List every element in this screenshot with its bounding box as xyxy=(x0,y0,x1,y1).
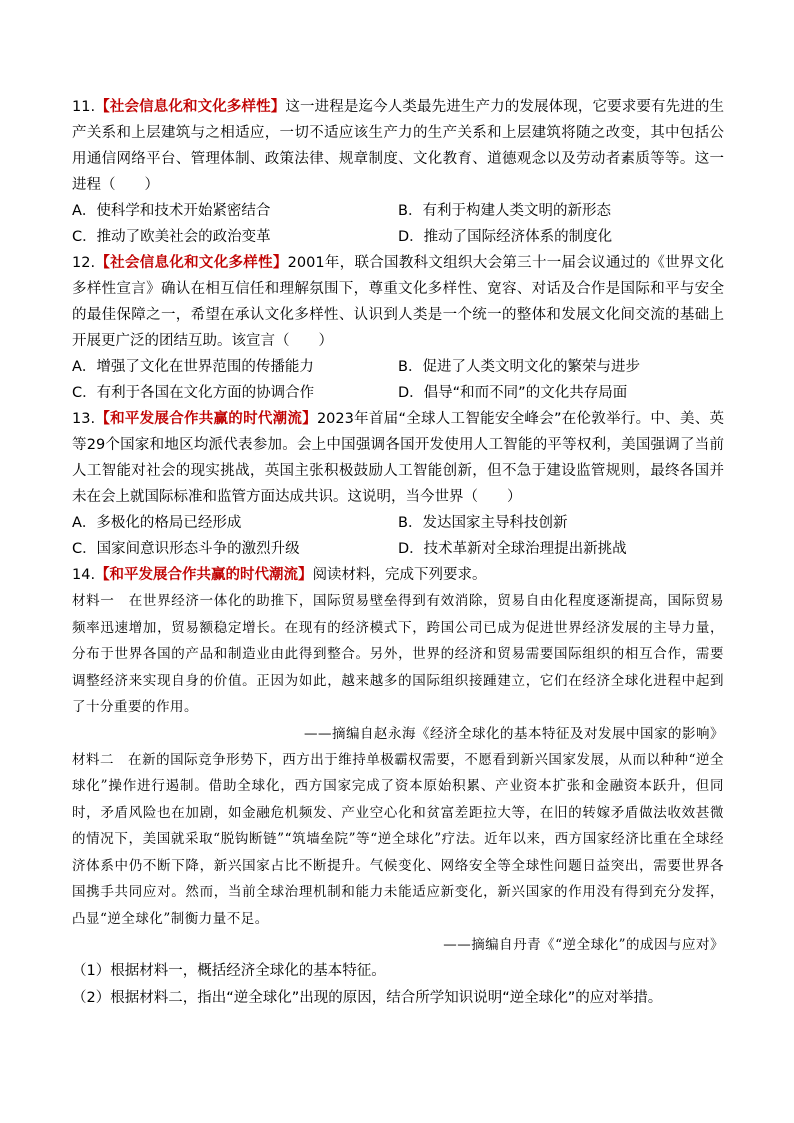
question-11 xyxy=(72,94,724,250)
topic-tag: 【社会信息化和文化多样性】 xyxy=(95,255,288,271)
option-c[interactable]: C．有利于各国在文化方面的协调合作 xyxy=(72,385,315,401)
question-12 xyxy=(72,250,724,406)
topic-tag: 【社会信息化和文化多样性】 xyxy=(95,99,286,115)
question-14-stem xyxy=(72,562,724,588)
question-text: 2023年首届“全球人工智能安全峰会”在伦敦举行。中、美、英等29个国家和地区均派代表参加。会上中国强调各国开发使用人工智能的平等权利，美国强调了当前人工智能对社会的现实挑战，英国主张积极鼓励人工智能创新，但不急于建设监管规则，最终各国并未在会上就国际标准和监管方面达成共识。这说明，当今世界（ ） xyxy=(72,411,724,505)
material-1: 材料一 在世界经济一体化的助推下，国际贸易壁垒得到有效消除，贸易自由化程度逐渐提高，国际贸易频率迅速增加，贸易额稳定增长。在现有的经济模式下，跨国公司已成为促进世界经济发展的主导力量，分布于世界各国的产品和制造业由此得到整合。另外，世界的经济和贸易需要国际组织的相互合作，需要调整经济来实现自身的价值。正因为如此，越来越多的国际组织接踵建立，它们在经济全球化进程中起到了十分重要的作用。 xyxy=(72,593,724,715)
option-a[interactable]: A．使科学和技术开始紧密结合 xyxy=(72,203,271,219)
option-b[interactable]: B．促进了人类文明文化的繁荣与进步 xyxy=(398,359,640,375)
option-a[interactable]: A．增强了文化在世界范围的传播能力 xyxy=(72,359,314,375)
option-d[interactable]: D．推动了国际经济体系的制度化 xyxy=(398,229,613,245)
topic-tag: 【和平发展合作共赢的时代潮流】 xyxy=(95,567,313,583)
option-b[interactable]: B．有利于构建人类文明的新形态 xyxy=(398,203,611,219)
question-number: 12. xyxy=(72,255,96,271)
question-13-stem xyxy=(72,406,724,510)
question-11-stem xyxy=(72,94,724,198)
exam-page xyxy=(72,94,724,1012)
option-b[interactable]: B．发达国家主导科技创新 xyxy=(398,515,568,531)
material-2-source: ——摘编自丹青《“逆全球化”的成因与应对》 xyxy=(443,937,724,953)
question-text: 这一进程是迄今人类最先进生产力的发展体现，它要求要有先进的生产关系和上层建筑与之相适应，一切不适应该生产力的生产关系和上层建筑将随之改变，其中包括公用通信网络平台、管理体制、政策法律、规章制度、文化教育、道德观念以及劳动者素质等等。这一进程（ ） xyxy=(72,99,725,193)
option-d[interactable]: D．倡导“和而不同”的文化共存局面 xyxy=(398,385,628,401)
sub-question-2: （2）根据材料二，指出“逆全球化”出现的原因，结合所学知识说明“逆全球化”的应对举措。 xyxy=(72,990,663,1006)
options xyxy=(72,198,724,250)
topic-tag: 【和平发展合作共赢的时代潮流】 xyxy=(95,411,317,427)
question-13 xyxy=(72,406,724,562)
options xyxy=(72,354,724,406)
option-c[interactable]: C．推动了欧美社会的政治变革 xyxy=(72,229,271,245)
question-number: 13. xyxy=(72,411,96,427)
question-text: 阅读材料，完成下列要求。 xyxy=(312,567,487,583)
option-d[interactable]: D．技术革新对全球治理提出新挑战 xyxy=(398,541,627,557)
material-2: 材料二 在新的国际竞争形势下，西方出于维持单极霸权需要，不愿看到新兴国家发展，从而以种种“逆全球化”操作进行遏制。借助全球化，西方国家完成了资本原始积累、产业资本扩张和金融资本跃升，但同时，矛盾风险也在加剧，如金融危机频发、产业空心化和贫富差距拉大等，在旧的转嫁矛盾做法收效甚微的情况下，美国就采取“脱钩断链”“筑墙垒院”等“逆全球化”疗法。近年以来，西方国家经济比重在全球经济体系中仍不断下降，新兴国家占比不断提升。气候变化、网络安全等全球性问题日益突出，需要世界各国携手共同应对。然而，当前全球治理机制和能力未能适应新变化，新兴国家的作用没有得到充分发挥，凸显“逆全球化”制衡力量不足。 xyxy=(72,751,724,927)
option-c[interactable]: C．国家间意识形态斗争的激烈升级 xyxy=(72,541,300,557)
material-1-source: ——摘编自赵永海《经济全球化的基本特征及对发展中国家的影响》 xyxy=(304,725,724,742)
question-number: 14. xyxy=(72,567,96,583)
sub-question-1: （1）根据材料一，概括经济全球化的基本特征。 xyxy=(72,963,386,979)
question-14 xyxy=(72,562,724,1012)
option-a[interactable]: A．多极化的格局已经形成 xyxy=(72,515,242,531)
options xyxy=(72,510,724,562)
question-number: 11. xyxy=(72,99,96,115)
question-12-stem xyxy=(72,250,724,354)
question-text: 2001年，联合国教科文组织大会第三十一届会议通过的《世界文化多样性宣言》确认在相互信任和理解氛围下，尊重文化多样性、宽容、对话及合作是国际和平与安全的最佳保障之一，希望在承认文化多样性、认识到人类是一个统一的整体和发展文化间交流的基础上开展更广泛的团结互助。该宣言（ ） xyxy=(72,255,724,349)
